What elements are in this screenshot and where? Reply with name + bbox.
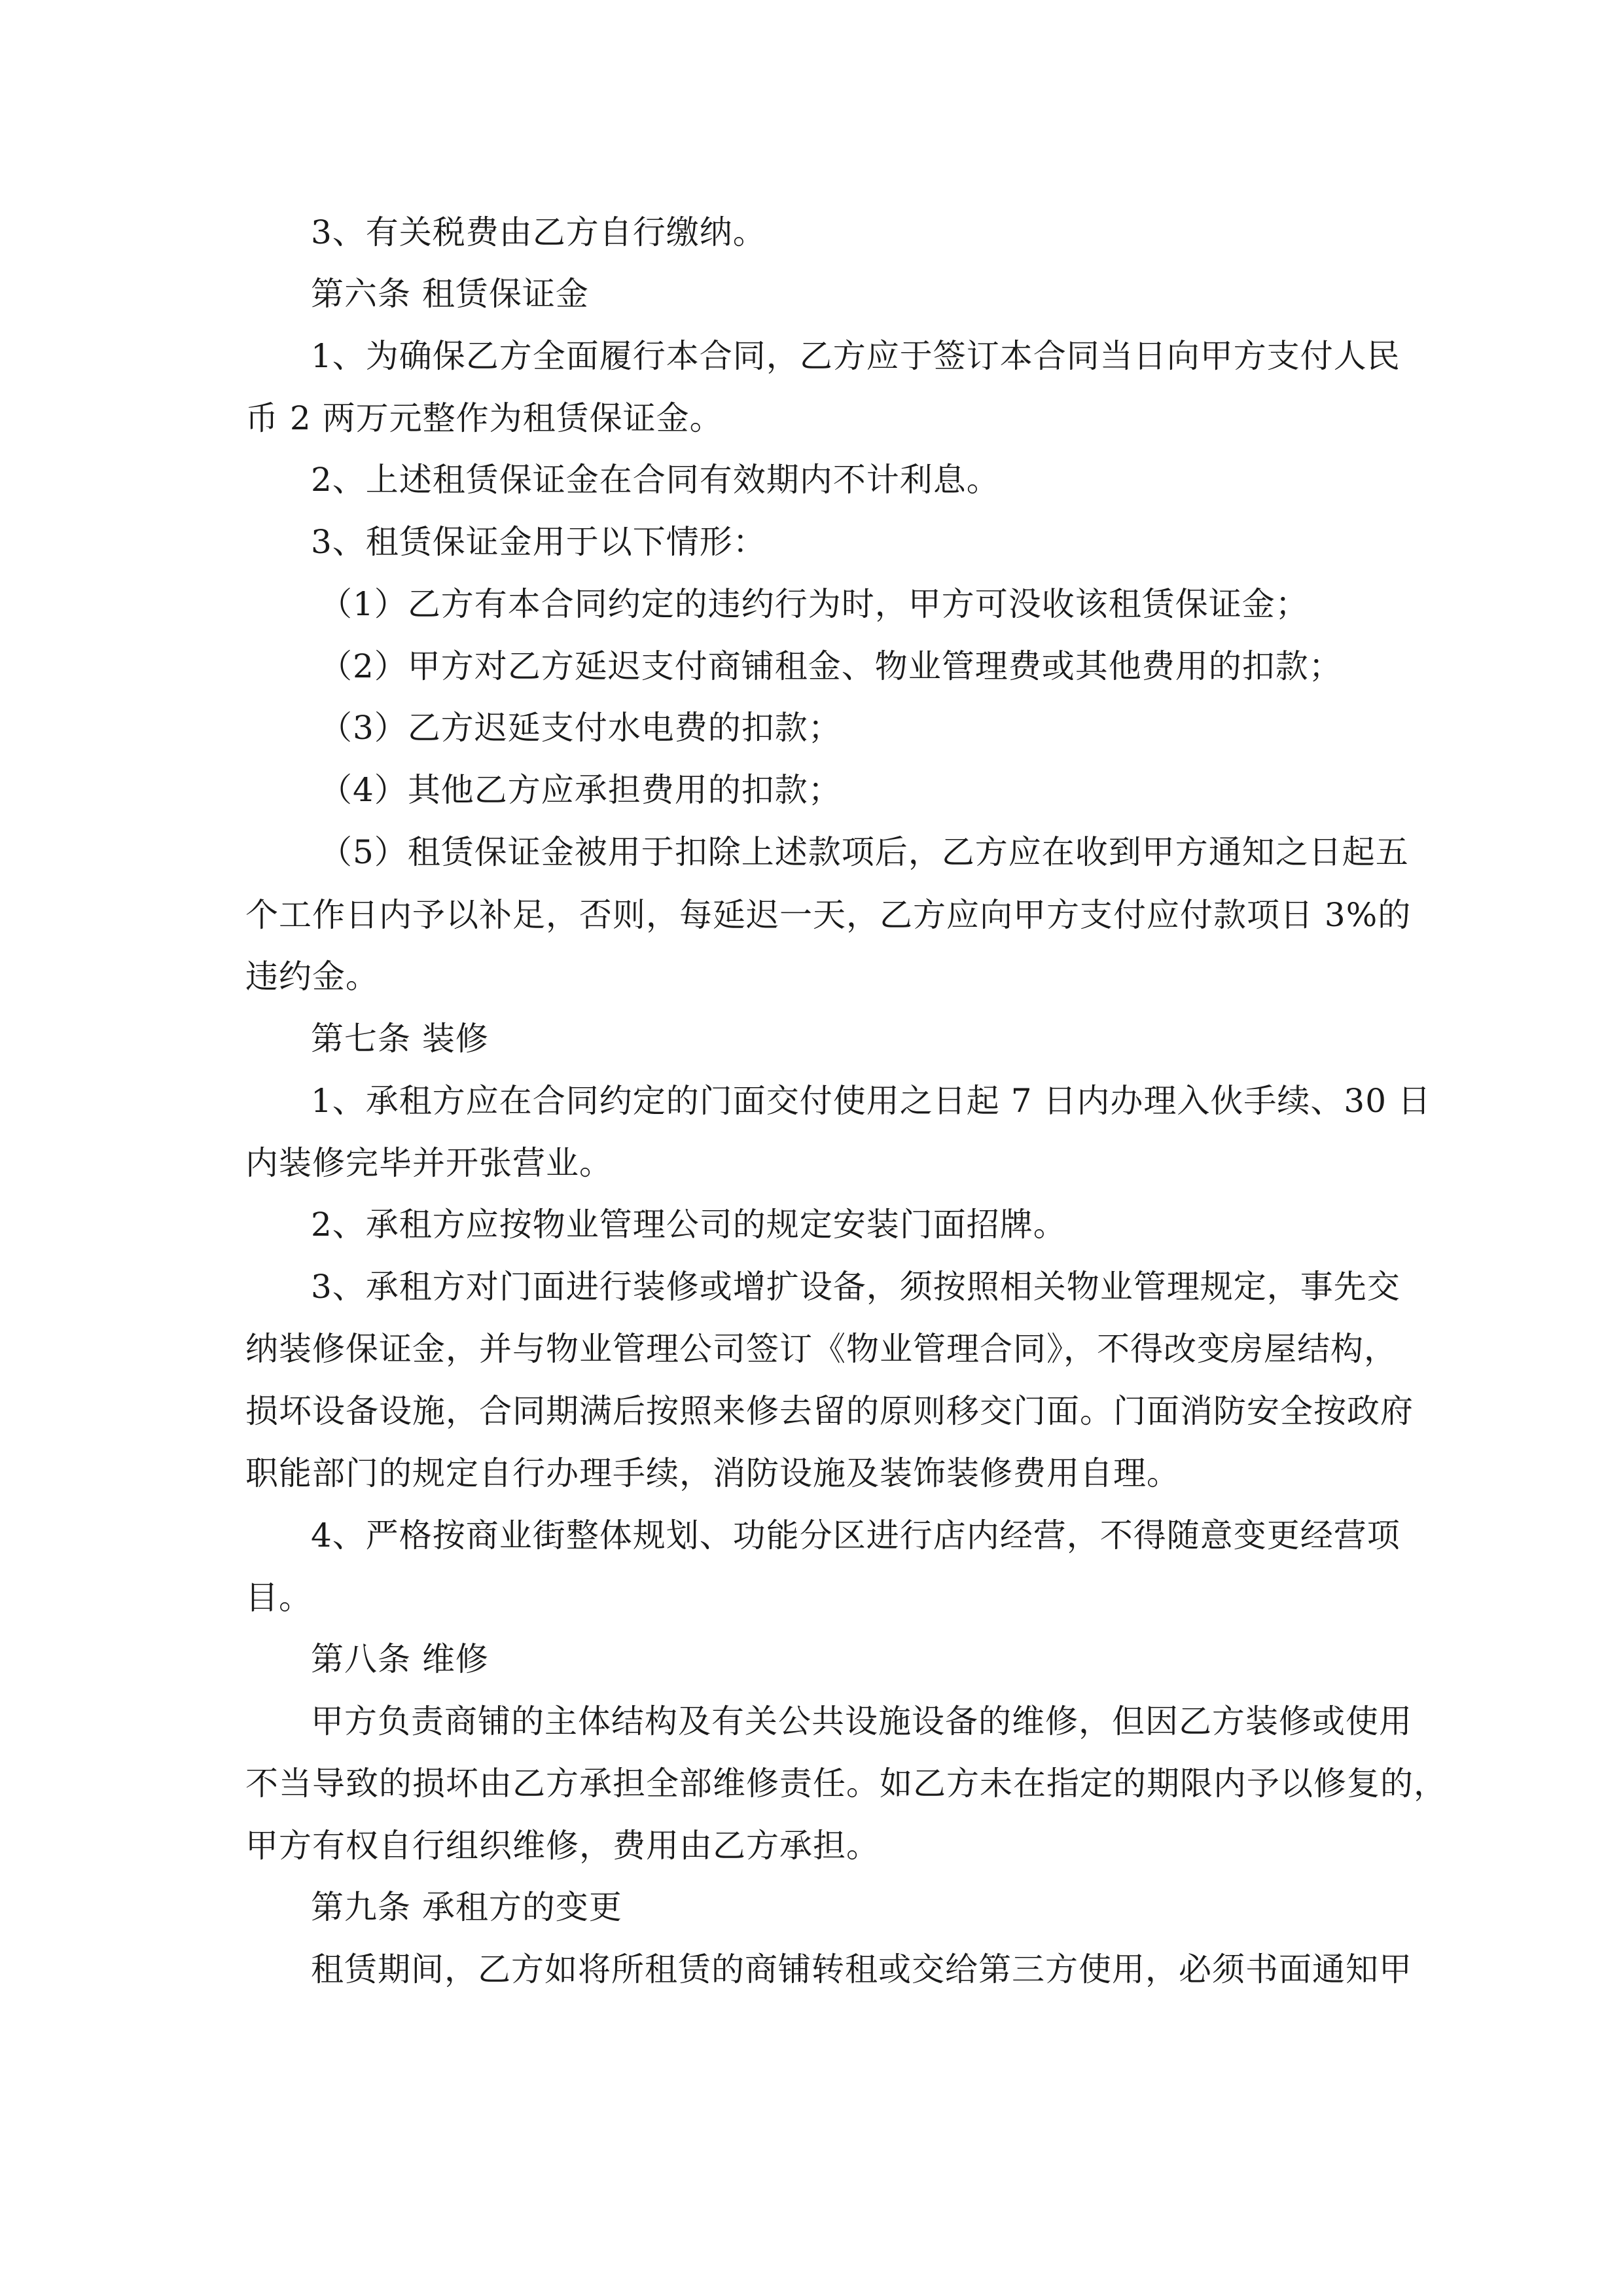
text-line: 甲方有权自行组织维修，费用由乙方承担。 [245,1827,880,1865]
text-line: 2、上述租赁保证金在合同有效期内不计利息。 [311,461,1000,499]
text-line: （5）租赁保证金被用于扣除上述款项后，乙方应在收到甲方通知之日起五 [319,833,1409,871]
text-line: （1）乙方有本合同约定的违约行为时，甲方可没收该租赁保证金； [319,585,1309,623]
text-line: 租赁期间，乙方如将所租赁的商铺转租或交给第三方使用，必须书面通知甲 [311,1950,1412,1988]
text-line: 甲方负责商铺的主体结构及有关公共设施设备的维修，但因乙方装修或使用 [311,1702,1412,1740]
text-line: 职能部门的规定自行办理手续，消防设施及装饰装修费用自理。 [245,1454,1180,1492]
section-heading: 第九条 承租方的变更 [311,1888,622,1926]
text-line: 3、承租方对门面进行装修或增扩设备，须按照相关物业管理规定，事先交 [311,1268,1400,1306]
text-line: 1、承租方应在合同约定的门面交付使用之日起 7 日内办理入伙手续、30 日 [311,1082,1431,1120]
text-line: 违约金。 [245,958,379,996]
text-line: 个工作日内予以补足，否则，每延迟一天，乙方应向甲方支付应付款项日 3%的 [245,896,1412,934]
text-line: 4、严格按商业街整体规划、功能分区进行店内经营，不得随意变更经营项 [311,1516,1400,1554]
section-heading: 第六条 租赁保证金 [311,275,589,313]
section-heading: 第八条 维修 [311,1640,489,1678]
section-heading: 第七条 装修 [311,1020,489,1058]
text-line: 不当导致的损坏由乙方承担全部维修责任。如乙方未在指定的期限内予以修复的， [245,1765,1447,1803]
text-line: 损坏设备设施，合同期满后按照来修去留的原则移交门面。门面消防安全按政府 [245,1392,1414,1430]
text-line: （2）甲方对乙方延迟支付商铺租金、物业管理费或其他费用的扣款； [319,647,1342,685]
text-line: 3、租赁保证金用于以下情形： [311,523,766,561]
text-line: 1、为确保乙方全面履行本合同，乙方应于签订本合同当日向甲方支付人民 [311,337,1400,375]
text-line: 币 2 两万元整作为租赁保证金。 [245,399,723,437]
text-line: 目。 [245,1579,312,1617]
text-line: 2、承租方应按物业管理公司的规定安装门面招牌。 [311,1206,1067,1244]
text-line: 内装修完毕并开张营业。 [245,1144,613,1182]
text-line: 纳装修保证金，并与物业管理公司签订《物业管理合同》，不得改变房屋结构， [245,1330,1397,1368]
text-line: （3）乙方迟延支付水电费的扣款； [319,709,842,747]
text-line: （4）其他乙方应承担费用的扣款； [319,771,842,809]
text-line: 3、有关税费由乙方自行缴纳。 [311,213,766,251]
